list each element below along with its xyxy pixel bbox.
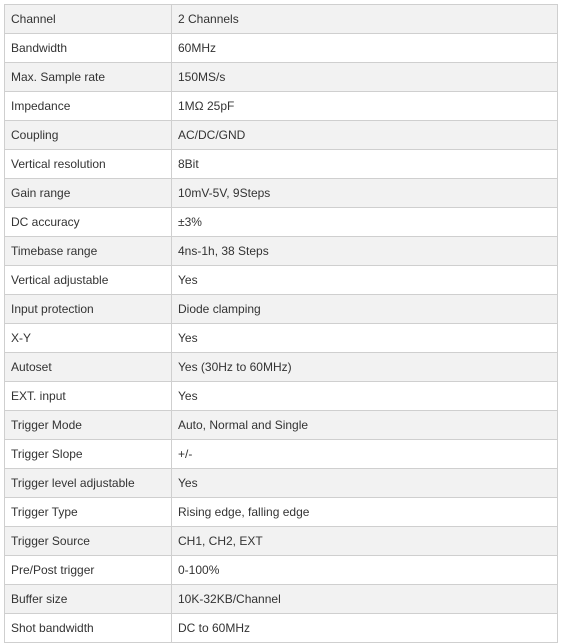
- spec-label: Bandwidth: [5, 34, 172, 63]
- spec-label: Impedance: [5, 92, 172, 121]
- spec-label: Pre/Post trigger: [5, 556, 172, 585]
- spec-row: [5, 34, 558, 63]
- spec-label: X-Y: [5, 324, 172, 353]
- spec-value: 4ns-1h, 38 Steps: [172, 237, 558, 266]
- spec-row: [5, 266, 558, 295]
- spec-label: Gain range: [5, 179, 172, 208]
- spec-value: 8Bit: [172, 150, 558, 179]
- spec-value: AC/DC/GND: [172, 121, 558, 150]
- spec-label: Vertical adjustable: [5, 266, 172, 295]
- spec-value: 10K-32KB/Channel: [172, 585, 558, 614]
- spec-value: Yes: [172, 382, 558, 411]
- spec-row: [5, 527, 558, 556]
- spec-row: [5, 411, 558, 440]
- spec-label: Coupling: [5, 121, 172, 150]
- spec-value: ±3%: [172, 208, 558, 237]
- spec-value: Rising edge, falling edge: [172, 498, 558, 527]
- spec-row: [5, 295, 558, 324]
- spec-value: +/-: [172, 440, 558, 469]
- spec-row: [5, 63, 558, 92]
- spec-value: 150MS/s: [172, 63, 558, 92]
- spec-label: Trigger Source: [5, 527, 172, 556]
- spec-row: [5, 92, 558, 121]
- spec-label: Max. Sample rate: [5, 63, 172, 92]
- spec-row: [5, 382, 558, 411]
- spec-label: Channel: [5, 5, 172, 34]
- spec-value: 0-100%: [172, 556, 558, 585]
- spec-value: Auto, Normal and Single: [172, 411, 558, 440]
- spec-row: [5, 614, 558, 643]
- spec-value: Yes (30Hz to 60MHz): [172, 353, 558, 382]
- spec-value: Yes: [172, 266, 558, 295]
- spec-label: DC accuracy: [5, 208, 172, 237]
- spec-value: DC to 60MHz: [172, 614, 558, 643]
- spec-label: Timebase range: [5, 237, 172, 266]
- spec-row: [5, 498, 558, 527]
- spec-label: Vertical resolution: [5, 150, 172, 179]
- spec-row: [5, 324, 558, 353]
- spec-label: Shot bandwidth: [5, 614, 172, 643]
- spec-row: [5, 585, 558, 614]
- spec-row: [5, 237, 558, 266]
- spec-label: Autoset: [5, 353, 172, 382]
- spec-label: Input protection: [5, 295, 172, 324]
- spec-value: Yes: [172, 324, 558, 353]
- spec-label: Trigger Type: [5, 498, 172, 527]
- spec-label: Buffer size: [5, 585, 172, 614]
- spec-row: [5, 469, 558, 498]
- spec-value: CH1, CH2, EXT: [172, 527, 558, 556]
- spec-label: EXT. input: [5, 382, 172, 411]
- spec-value: Diode clamping: [172, 295, 558, 324]
- spec-label: Trigger Slope: [5, 440, 172, 469]
- spec-row: [5, 440, 558, 469]
- spec-label: Trigger level adjustable: [5, 469, 172, 498]
- spec-row: [5, 353, 558, 382]
- spec-row: [5, 556, 558, 585]
- spec-value: 2 Channels: [172, 5, 558, 34]
- spec-row: [5, 208, 558, 237]
- spec-row: [5, 5, 558, 34]
- spec-table: [4, 4, 558, 643]
- spec-row: [5, 179, 558, 208]
- spec-value: 1MΩ 25pF: [172, 92, 558, 121]
- spec-value: Yes: [172, 469, 558, 498]
- spec-label: Trigger Mode: [5, 411, 172, 440]
- spec-table-body: [5, 5, 558, 643]
- spec-row: [5, 150, 558, 179]
- spec-value: 10mV-5V, 9Steps: [172, 179, 558, 208]
- spec-row: [5, 121, 558, 150]
- spec-value: 60MHz: [172, 34, 558, 63]
